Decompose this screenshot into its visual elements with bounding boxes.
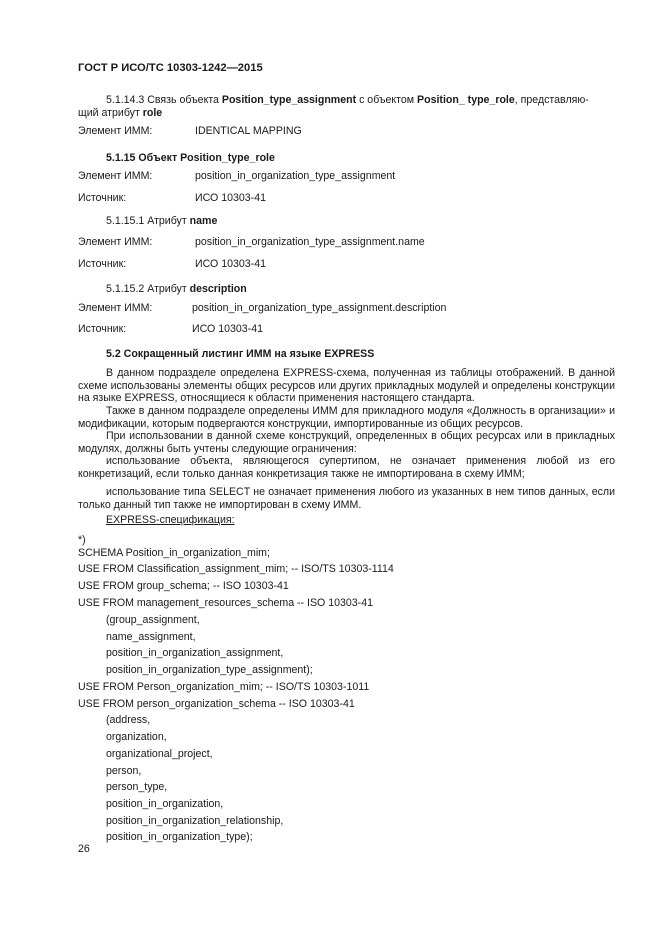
attribute-name: role	[142, 107, 163, 119]
express-spec-label: EXPRESS-спецификация:	[106, 514, 235, 526]
entity-name: Position_type_assignment	[221, 94, 357, 106]
source-value: ИСО 10303-41	[195, 258, 266, 270]
clause-5-1-15-heading: 5.1.15 Объект Position_type_role	[106, 152, 275, 164]
clause-5-1-15-2	[106, 283, 247, 295]
paragraph-3: При использовании в данной схеме конструкций, определенных в общих ресурсах или в прикладных модулях, должны быть учтены следующие ограничения:	[78, 430, 615, 455]
code-line: organization,	[106, 731, 167, 743]
mim-element-value: position_in_organization_type_assignment.name	[195, 236, 425, 248]
code-line: position_in_organization_type);	[106, 831, 253, 843]
mim-element-label: Элемент ИММ:	[78, 125, 153, 137]
clause-5-1-14-3-line2	[78, 107, 162, 119]
source-value: ИСО 10303-41	[195, 192, 266, 204]
clause-5-1-14-3-line1	[106, 94, 589, 106]
paragraph-1: В данном подразделе определена EXPRESS-схема, полученная из таблицы отображений. В данной схеме использованы элементы общих ресурсов или других прикладных модулей и определены конструкции на языке EXPRESS, относящиеся к области применения настоящего стандарта.	[78, 367, 615, 405]
section-5-2-heading: 5.2 Сокращенный листинг ИММ на языке EXPRESS	[106, 348, 375, 360]
clause-text: , представляю-	[514, 94, 589, 106]
paragraph-5: использование типа SELECT не означает применения любого из указанных в нем типов данных, если только данный тип также не импортирован в схему ИММ.	[78, 486, 615, 511]
paragraph-2: Также в данном подразделе определены ИММ для прикладного модуля «Должность в организации» и модификации, которым подвергаются конструкции, импортированные из общих ресурсов.	[78, 405, 615, 430]
clause-text: щий атрибут	[78, 107, 143, 119]
source-value: ИСО 10303-41	[192, 323, 263, 335]
code-line: *)	[78, 534, 86, 546]
code-line: USE FROM person_organization_schema -- ISO 10303-41	[78, 698, 355, 710]
clause-5-1-15-1	[106, 215, 217, 227]
code-line: USE FROM Person_organization_mim; -- ISO/TS 10303-1011	[78, 681, 370, 693]
paragraph-4: использование объекта, являющегося супертипом, не означает применения любой из его конкретизаций, если только данная конкретизация также не импортирована в схему ИММ;	[78, 455, 615, 480]
code-line: position_in_organization,	[106, 798, 224, 810]
code-line: person_type,	[106, 781, 168, 793]
code-line: position_in_organization_assignment,	[106, 647, 284, 659]
code-line: USE FROM management_resources_schema -- ISO 10303-41	[78, 597, 373, 609]
code-line: USE FROM group_schema; -- ISO 10303-41	[78, 580, 289, 592]
clause-text: 5.1.15.1 Атрибут	[106, 215, 190, 227]
page-number: 26	[78, 843, 90, 855]
mim-element-value: position_in_organization_type_assignment	[195, 170, 396, 182]
code-line: (group_assignment,	[106, 614, 200, 626]
source-label: Источник:	[78, 323, 127, 335]
mim-element-label: Элемент ИММ:	[78, 236, 153, 248]
entity-name: Position_ type_role	[417, 94, 515, 106]
code-line: (address,	[106, 714, 151, 726]
mim-element-value: IDENTICAL MAPPING	[195, 125, 302, 137]
attribute-name: description	[189, 283, 247, 295]
mim-element-label: Элемент ИММ:	[78, 170, 153, 182]
code-line: organizational_project,	[106, 748, 213, 760]
code-line: position_in_organization_relationship,	[106, 815, 284, 827]
clause-text: 5.1.15.2 Атрибут	[106, 283, 190, 295]
mim-element-value: position_in_organization_type_assignment.description	[192, 302, 447, 314]
code-line: USE FROM Classification_assignment_mim; -- ISO/TS 10303-1114	[78, 563, 394, 575]
code-line: position_in_organization_type_assignment);	[106, 664, 313, 676]
code-line: person,	[106, 765, 142, 777]
mim-element-label: Элемент ИММ:	[78, 302, 153, 314]
clause-text: 5.1.14.3 Связь объекта	[106, 94, 222, 106]
attribute-name: name	[189, 215, 218, 227]
source-label: Источник:	[78, 258, 127, 270]
source-label: Источник:	[78, 192, 127, 204]
clause-text: с объектом	[356, 94, 418, 106]
code-line: SCHEMA Position_in_organization_mim;	[78, 547, 270, 559]
code-line: name_assignment,	[106, 631, 196, 643]
document-header: ГОСТ Р ИСО/ТС 10303-1242—2015	[78, 62, 263, 74]
